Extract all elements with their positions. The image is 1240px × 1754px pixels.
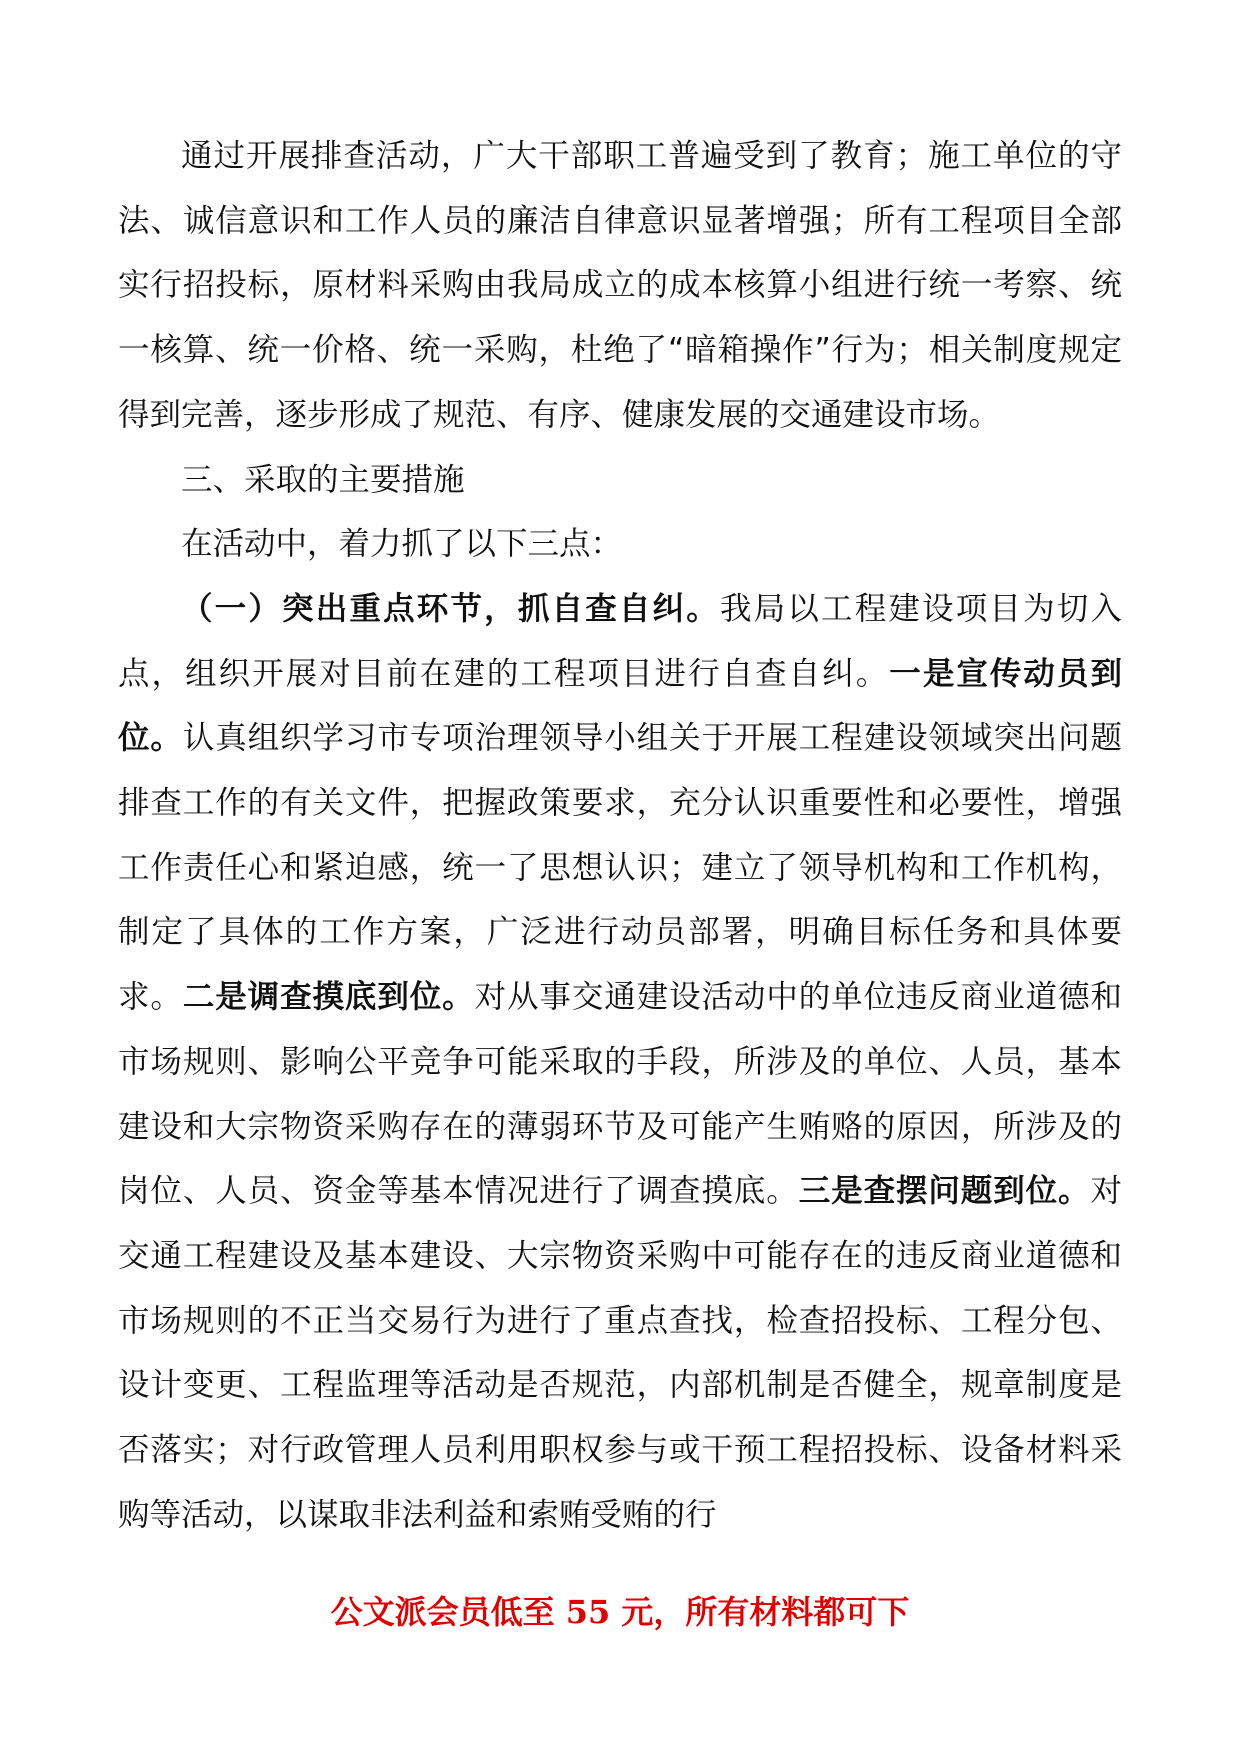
section-heading: 三、采取的主要措施 [181, 461, 465, 498]
paragraph-item-1 [118, 577, 1122, 1548]
point-3-heading: 三是查摆问题到位。 [798, 1173, 1091, 1210]
item-1-text: 我局以工程建设项目为切入点，组织开展对目前在建的工程项目进行自查自纠。 [118, 590, 1122, 692]
point-1-heading: 一是宣传动员到位。 [118, 655, 1122, 757]
item-1-heading: （一）突出重点环节，抓自查自纠。 [181, 590, 720, 627]
footer-promo-text: 公文派会员低至 55 元，所有材料都可下 [330, 1593, 910, 1631]
point-1-text: 认真组织学习市专项治理领导小组关于开展工程建设领域突出问题排查工作的有关文件，把握政策要求，充分认识重要性和必要性，增强工作责任心和紧迫感，统一了思想认识；建立了领导机构和工作机构，制定了具体的工作方案，广泛进行动员部署，明确目标任务和具体要求。 [118, 720, 1122, 1016]
document-body [118, 124, 1122, 1547]
point-3-text: 对交通工程建设及基本建设、大宗物资采购中可能存在的违反商业道德和市场规则的不正当交易行为进行了重点查找，检查招投标、工程分包、设计变更、工程监理等活动是否规范，内部机制是否健全，规章制度是否落实；对行政管理人员利用职权参与或干预工程招投标、设备材料采购等活动，以谋取非法利益和索贿受贿的行 [118, 1173, 1122, 1533]
paragraph-results: 通过开展排查活动，广大干部职工普遍受到了教育；施工单位的守法、诚信意识和工作人员的廉洁自律意识显著增强；所有工程项目全部实行招投标，原材料采购由我局成立的成本核算小组进行统一考察、统一核算、统一价格、统一采购，杜绝了“暗箱操作”行为；相关制度规定得到完善，逐步形成了规范、有序、健康发展的交通建设市场。 [118, 138, 1122, 433]
point-2-text: 对从事交通建设活动中的单位违反商业道德和市场规则、影响公平竞争可能采取的手段，所涉及的单位、人员，基本建设和大宗物资采购存在的薄弱环节及可能产生贿赂的原因，所涉及的岗位、人员、资金等基本情况进行了调查摸底。 [118, 979, 1122, 1210]
point-2-heading: 二是调查摸底到位。 [182, 979, 475, 1016]
paragraph-intro: 在活动中，着力抓了以下三点： [181, 526, 623, 563]
